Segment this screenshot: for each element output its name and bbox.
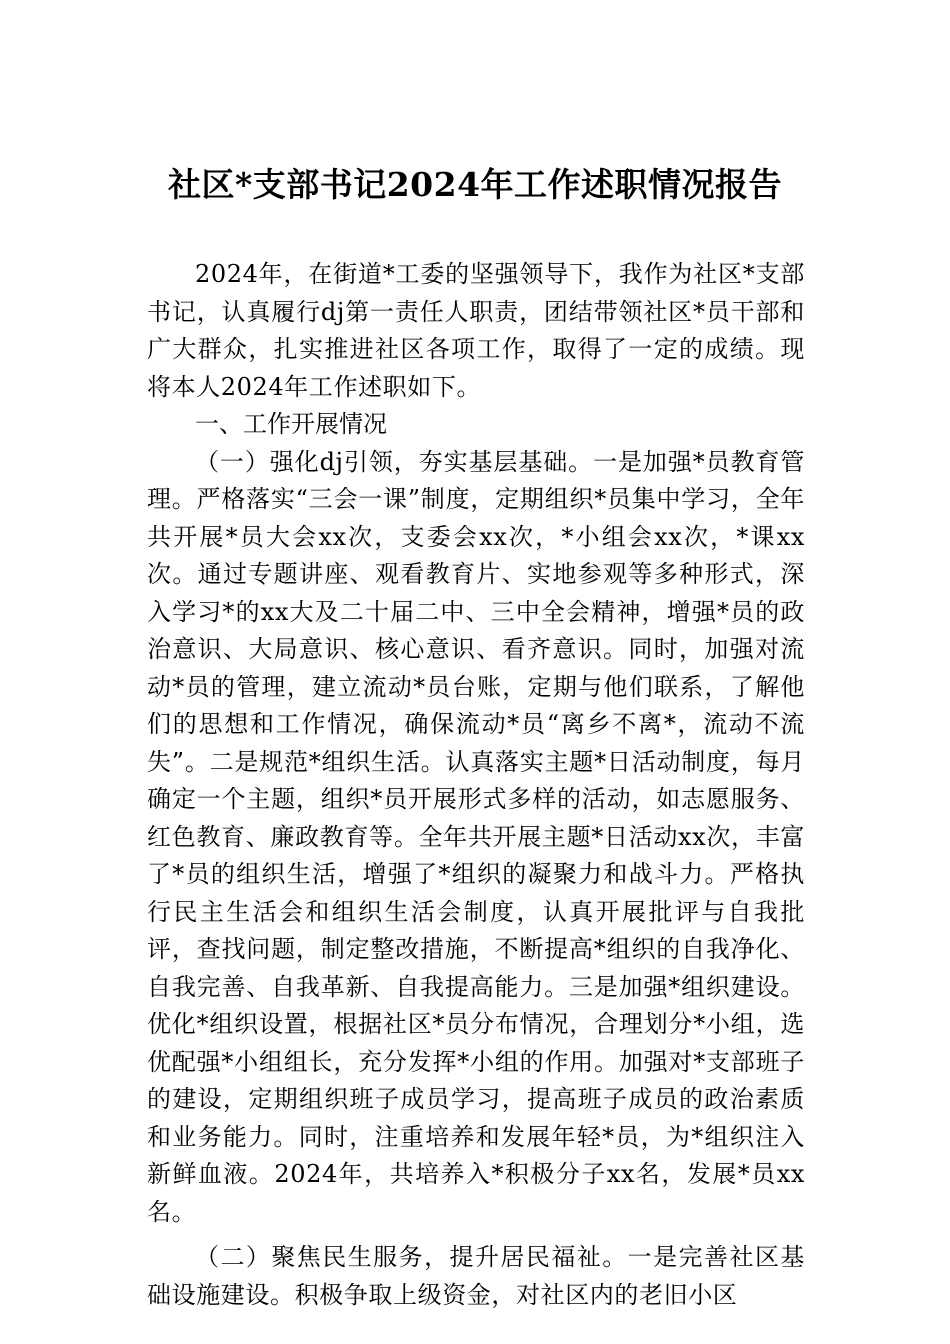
section-heading: 一、工作开展情况 [195, 410, 387, 438]
intro-paragraph: 2024年，在街道*工委的坚强领导下，我作为社区*支部书记，认真履行dj第一责任人职责，团结带领社区*员干部和广大群众，扎实推进社区各项工作，取得了一定的成绩。现将本人2024年工作述职如下。 [147, 260, 805, 401]
document-body [147, 256, 805, 1314]
paragraph-1: （一）强化dj引领，夯实基层基础。一是加强*员教育管理。严格落实“三会一课”制度，定期组织*员集中学习，全年共开展*员大会xx次，支委会xx次，*小组会xx次，*课xx次。通过专题讲座、观看教育片、实地参观等多种形式，深入学习*的xx大及二十届二中、三中全会精神，增强*员的政治意识、大局意识、核心意识、看齐意识。同时，加强对流动*员的管理，建立流动*员台账，定期与他们联系，了解他们的思想和工作情况，确保流动*员“离乡不离*，流动不流失”。二是规范*组织生活。认真落实主题*日活动制度，每月确定一个主题，组织*员开展形式多样的活动，如志愿服务、红色教育、廉政教育等。全年共开展主题*日活动xx次，丰富了*员的组织生活，增强了*组织的凝聚力和战斗力。严格执行民主生活会和组织生活会制度，认真开展批评与自我批评，查找问题，制定整改措施，不断提高*组织的自我净化、自我完善、自我革新、自我提高能力。三是加强*组织建设。优化*组织设置，根据社区*员分布情况，合理划分*小组，选优配强*小组组长，充分发挥*小组的作用。加强对*支部班子的建设，定期组织班子成员学习，提高班子成员的政治素质和业务能力。同时，注重培养和发展年轻*员，为*组织注入新鲜血液。2024年，共培养入*积极分子xx名，发展*员xx名。 [147, 447, 805, 1226]
paragraph-2: （二）聚焦民生服务，提升居民福祉。一是完善社区基础设施建设。积极争取上级资金，对社区内的老旧小区 [147, 1243, 805, 1309]
document-title: 社区*支部书记2024年工作述职情况报告 [167, 165, 783, 204]
